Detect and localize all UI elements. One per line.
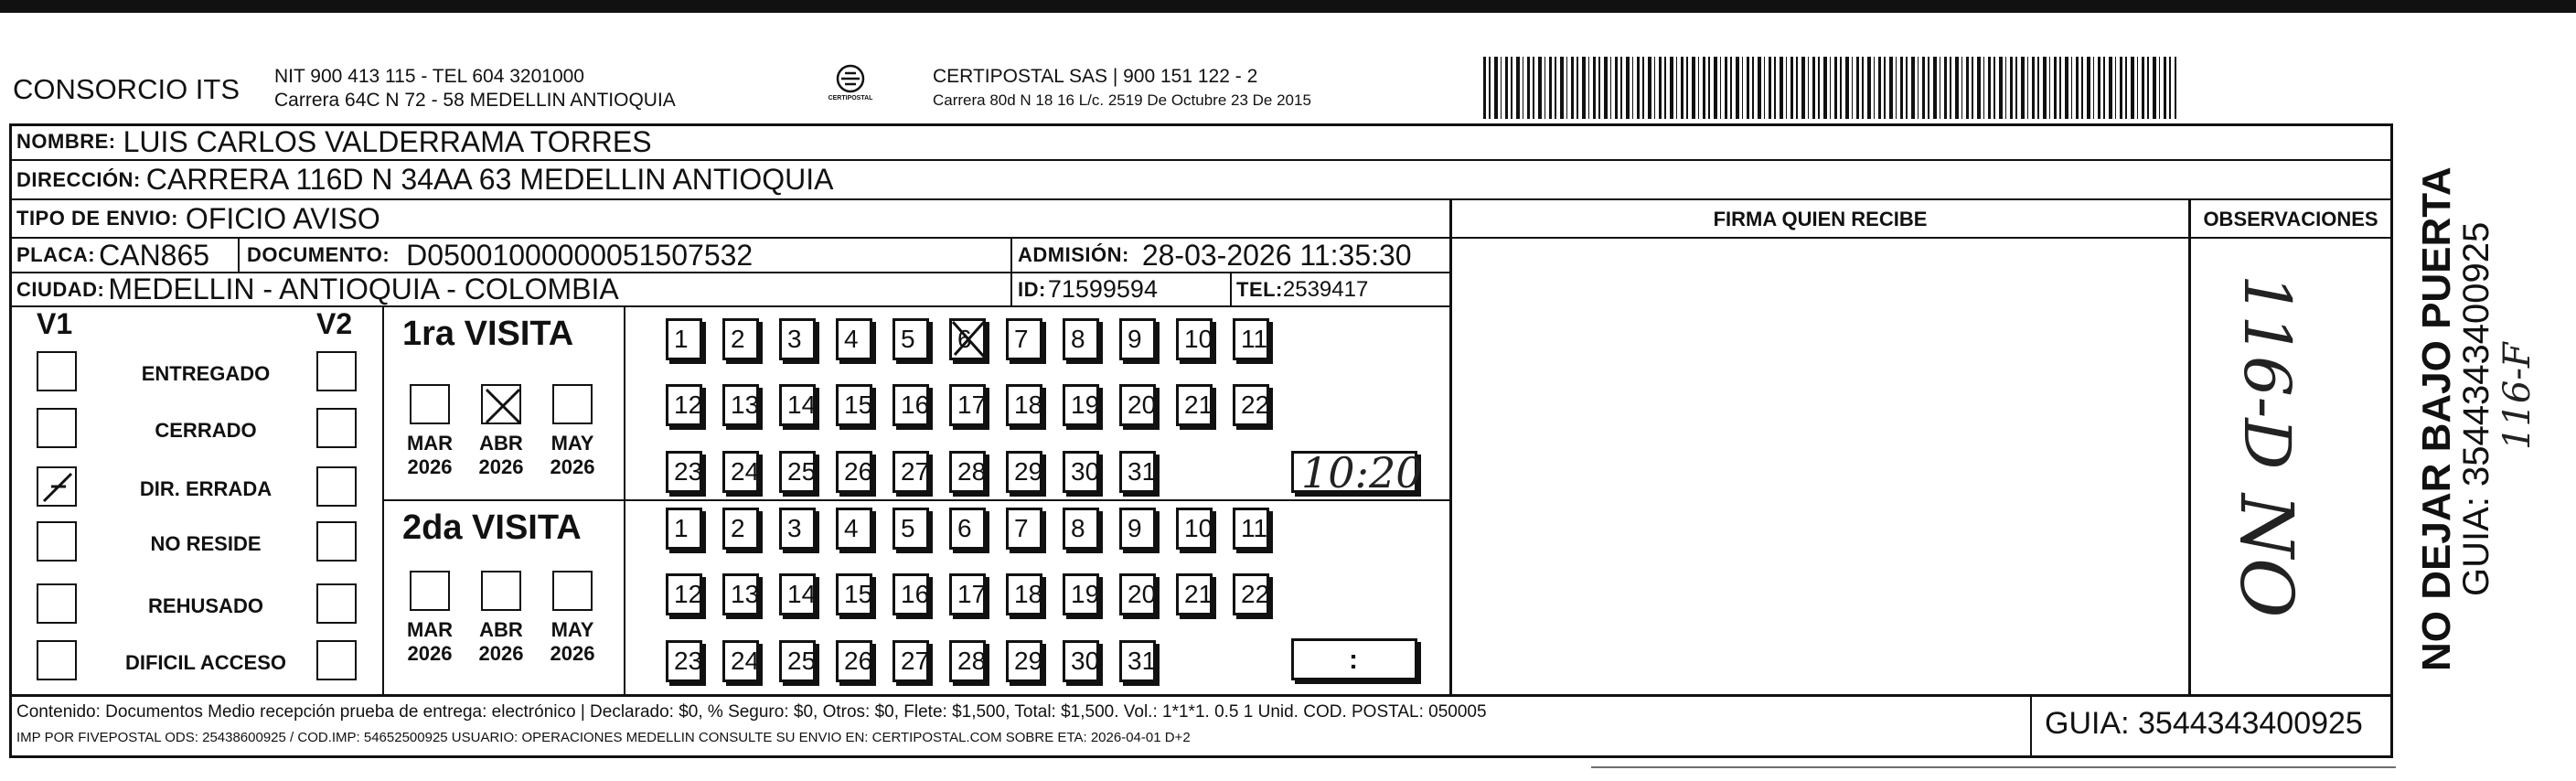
day-box-first-3[interactable] — [779, 318, 816, 360]
status-label-0: ENTREGADO — [141, 362, 271, 385]
day-box-first-15[interactable] — [836, 384, 872, 426]
day-box-first-16[interactable] — [893, 384, 929, 426]
id-value: 71599594 — [1047, 275, 1158, 303]
documento-label: DOCUMENTO: — [247, 243, 390, 266]
day-number: 12 — [674, 580, 703, 608]
month-label-first-abr — [474, 432, 529, 479]
day-number: 17 — [957, 580, 987, 608]
day-number: 26 — [844, 647, 873, 675]
day-number: 11 — [1241, 514, 1268, 542]
day-box-first-10[interactable] — [1176, 318, 1213, 360]
day-box-second-1[interactable] — [666, 508, 702, 550]
ciudad-label: CIUDAD: — [16, 277, 105, 301]
month-label-second-abr — [474, 618, 529, 666]
certipostal-logo — [814, 62, 887, 108]
certipostal-info-line1: CERTIPOSTAL SAS | 900 151 122 - 2 — [933, 66, 1258, 87]
day-box-first-21[interactable] — [1176, 384, 1213, 426]
v1-checkbox-0[interactable] — [37, 351, 77, 391]
footer-line1: Contenido: Documentos Medio recepción prueba de entrega: electrónico | Declarado: $0, % Seguro: $0, Otros: $0, Flete: $1,500, Total: $1,500. Vol.: 1*1*1. 0.5 1 Unid. COD. POSTAL: 050005 — [16, 702, 1487, 722]
day-number: 27 — [901, 647, 930, 675]
day-number: 25 — [787, 647, 817, 675]
day-box-first-22[interactable] — [1233, 384, 1269, 426]
day-number: 14 — [787, 580, 817, 608]
day-number: 4 — [844, 325, 859, 353]
ciudad-value: MEDELLIN - ANTIOQUIA - COLOMBIA — [108, 273, 619, 305]
month-label-second-mar — [402, 618, 457, 666]
day-box-first-11[interactable] — [1233, 318, 1269, 360]
day-box-first-17[interactable] — [949, 384, 986, 426]
day-number: 20 — [1128, 580, 1157, 608]
ciudad-cell — [16, 273, 619, 305]
day-box-first-5[interactable] — [893, 318, 929, 360]
tipo-value: OFICIO AVISO — [185, 201, 380, 235]
side-hand-note: 116-F — [2496, 342, 2539, 450]
day-number: 31 — [1128, 457, 1157, 486]
day-box-second-19[interactable] — [1063, 573, 1099, 615]
tel-value: 2539417 — [1282, 276, 1369, 302]
day-number: 12 — [674, 390, 703, 419]
day-box-second-8[interactable] — [1063, 508, 1099, 550]
month-checkbox-first-mar[interactable] — [410, 384, 450, 424]
day-box-second-30[interactable] — [1063, 640, 1099, 682]
certipostal-info-line2: Carrera 80d N 18 16 L/c. 2519 De Octubre 23 De 2015 — [933, 91, 1311, 109]
day-box-first-12[interactable] — [666, 384, 702, 426]
day-box-first-14[interactable] — [779, 384, 816, 426]
day-number: 7 — [1014, 325, 1029, 353]
documento-value: D05001000000051507532 — [406, 238, 754, 272]
day-number: 10 — [1184, 514, 1213, 542]
day-number: 2 — [731, 514, 745, 542]
status-label-1: CERRADO — [155, 419, 257, 442]
nombre-label: NOMBRE: — [16, 130, 116, 153]
day-box-second-11[interactable] — [1233, 508, 1269, 550]
month-checkbox-first-abr[interactable] — [481, 384, 521, 424]
day-number: 1 — [674, 325, 689, 353]
direccion-label: DIRECCIÓN: — [16, 167, 141, 191]
month-year: 2026 — [550, 455, 595, 478]
day-box-first-1[interactable] — [666, 318, 702, 360]
day-number: 16 — [901, 580, 930, 608]
observaciones-handwriting-2: NO — [2224, 494, 2309, 618]
month-name: ABR — [479, 432, 523, 455]
day-number: 22 — [1241, 390, 1270, 419]
day-box-second-4[interactable] — [836, 508, 872, 550]
month-label-first-may — [545, 432, 600, 479]
footer-guia: GUIA: 3544343400925 — [2045, 706, 2363, 741]
day-box-first-29[interactable] — [1006, 451, 1042, 493]
day-box-first-27[interactable] — [893, 451, 929, 493]
company-name: CONSORCIO ITS — [13, 73, 240, 105]
month-checkbox-second-abr[interactable] — [481, 571, 521, 611]
day-number: 24 — [731, 457, 760, 486]
status-label-3: NO RESIDE — [150, 532, 262, 555]
day-selected-mark — [949, 318, 988, 370]
barcode — [1483, 57, 2176, 119]
day-box-second-2[interactable] — [722, 508, 759, 550]
day-box-first-19[interactable] — [1063, 384, 1099, 426]
placa-cell — [16, 239, 209, 272]
side-title: NO DEJAR BAJO PUERTA — [2414, 166, 2459, 671]
v1-checkbox-5[interactable] — [37, 640, 77, 680]
day-box-first-18[interactable] — [1006, 384, 1042, 426]
direccion-row — [16, 161, 833, 198]
month-year: 2026 — [407, 642, 453, 665]
day-number: 26 — [844, 457, 873, 486]
day-number: 16 — [901, 390, 930, 419]
day-number: 21 — [1184, 390, 1213, 419]
day-box-second-17[interactable] — [949, 573, 986, 615]
day-box-first-9[interactable] — [1119, 318, 1156, 360]
day-box-second-21[interactable] — [1176, 573, 1213, 615]
day-number: 29 — [1014, 457, 1043, 486]
first-visit-title: 1ra VISITA — [402, 315, 574, 353]
day-number: 15 — [844, 390, 873, 419]
day-number: 22 — [1241, 580, 1270, 608]
day-box-second-15[interactable] — [836, 573, 872, 615]
day-box-first-2[interactable] — [722, 318, 759, 360]
id-label: ID: — [1018, 277, 1046, 301]
day-box-second-22[interactable] — [1233, 573, 1269, 615]
v1-checkbox-4[interactable] — [37, 583, 77, 624]
documento-cell — [247, 239, 753, 272]
day-number: 8 — [1071, 325, 1085, 353]
day-number: 9 — [1128, 325, 1142, 353]
first-visit-time: 10:20 — [1301, 448, 1423, 497]
day-number: 18 — [1014, 580, 1043, 608]
day-box-first-13[interactable] — [722, 384, 759, 426]
side-guia: GUIA: 3544343400925 — [2456, 221, 2496, 596]
day-box-first-30[interactable] — [1063, 451, 1099, 493]
day-number: 4 — [844, 514, 859, 542]
company-info-line1: NIT 900 413 115 - TEL 604 3201000 — [274, 66, 584, 87]
day-number: 14 — [787, 390, 817, 419]
day-box-first-23[interactable] — [666, 451, 702, 493]
day-box-first-24[interactable] — [722, 451, 759, 493]
day-box-second-20[interactable] — [1119, 573, 1156, 615]
day-number: 8 — [1071, 514, 1085, 542]
day-number: 29 — [1014, 647, 1043, 675]
day-number: 11 — [1241, 325, 1268, 353]
month-name: ABR — [479, 618, 523, 641]
day-box-second-5[interactable] — [893, 508, 929, 550]
admision-cell — [1018, 239, 1412, 272]
day-number: 3 — [787, 514, 802, 542]
day-box-second-29[interactable] — [1006, 640, 1042, 682]
day-box-second-9[interactable] — [1119, 508, 1156, 550]
day-number: 2 — [731, 325, 745, 353]
id-cell — [1018, 273, 1158, 305]
day-box-second-3[interactable] — [779, 508, 816, 550]
day-box-second-27[interactable] — [893, 640, 929, 682]
month-year: 2026 — [407, 455, 453, 478]
observaciones-label: OBSERVACIONES — [2203, 208, 2378, 230]
second-visit-time: : — [1349, 645, 1358, 675]
day-number: 28 — [957, 457, 987, 486]
month-year: 2026 — [550, 642, 595, 665]
day-box-second-28[interactable] — [949, 640, 986, 682]
month-year: 2026 — [478, 455, 524, 478]
day-box-second-24[interactable] — [722, 640, 759, 682]
day-number: 5 — [901, 514, 915, 542]
day-box-second-18[interactable] — [1006, 573, 1042, 615]
admision-label: ADMISIÓN: — [1018, 243, 1129, 266]
admision-value: 28-03-2026 11:35:30 — [1141, 238, 1412, 272]
day-number: 23 — [674, 457, 703, 486]
month-checkbox-second-mar[interactable] — [410, 571, 450, 611]
v1-checkbox-2[interactable] — [37, 466, 77, 507]
month-label-first-mar — [402, 432, 457, 479]
month-name: MAY — [550, 618, 594, 641]
day-box-first-7[interactable] — [1006, 318, 1042, 360]
placa-value: CAN865 — [99, 238, 210, 272]
v2-checkbox-0[interactable] — [316, 351, 357, 391]
day-box-second-26[interactable] — [836, 640, 872, 682]
day-number: 9 — [1128, 514, 1142, 542]
month-checkbox-second-may[interactable] — [552, 571, 593, 611]
footer-line2: IMP POR FIVEPOSTAL ODS: 25438600925 / COD.IMP: 54652500925 USUARIO: OPERACIONES MEDELLIN CONSULTE SU ENVIO EN: CERTIPOSTAL.COM SOBRE ETA: 2026-04-01 D+2 — [16, 730, 1191, 745]
v1-checkbox-1[interactable] — [37, 408, 77, 448]
day-number: 23 — [674, 647, 703, 675]
day-number: 6 — [957, 514, 972, 542]
day-box-first-26[interactable] — [836, 451, 872, 493]
status-label-5: DIFICIL ACCESO — [124, 651, 286, 674]
day-number: 6 — [957, 325, 972, 353]
direccion-value: CARRERA 116D N 34AA 63 MEDELLIN ANTIOQUIA — [145, 163, 834, 196]
day-number: 10 — [1184, 325, 1213, 353]
day-box-second-31[interactable] — [1119, 640, 1156, 682]
v2-checkbox-3[interactable] — [316, 521, 357, 562]
day-number: 27 — [901, 457, 930, 486]
day-number: 18 — [1014, 390, 1043, 419]
day-number: 3 — [787, 325, 802, 353]
month-label-second-may — [545, 618, 600, 666]
second-visit-time-box[interactable] — [1291, 638, 1417, 680]
month-name: MAR — [406, 618, 454, 641]
logo-text: CERTIPOSTAL — [828, 95, 873, 102]
day-box-first-25[interactable] — [779, 451, 816, 493]
day-number: 31 — [1128, 647, 1157, 675]
nombre-row — [16, 124, 652, 159]
month-name: MAR — [406, 432, 454, 455]
day-box-second-14[interactable] — [779, 573, 816, 615]
day-number: 20 — [1128, 390, 1157, 419]
day-number: 24 — [731, 647, 760, 675]
day-number: 13 — [731, 390, 760, 419]
company-info-line2: Carrera 64C N 72 - 58 MEDELLIN ANTIOQUIA — [274, 90, 676, 111]
tipo-label: TIPO DE ENVIO: — [16, 207, 178, 230]
v1-label: V1 — [37, 307, 73, 340]
day-box-first-28[interactable] — [949, 451, 986, 493]
day-box-second-12[interactable] — [666, 573, 702, 615]
day-box-first-6[interactable] — [949, 318, 986, 360]
tel-cell — [1236, 273, 1368, 305]
status-label-2: DIR. ERRADA — [139, 477, 273, 500]
month-year: 2026 — [478, 642, 524, 665]
day-number: 5 — [901, 325, 915, 353]
day-box-second-10[interactable] — [1176, 508, 1213, 550]
day-box-first-4[interactable] — [836, 318, 872, 360]
v2-checkbox-1[interactable] — [316, 408, 357, 448]
tel-label: TEL: — [1236, 277, 1283, 301]
first-visit-time-box[interactable] — [1291, 448, 1423, 497]
firma-label: FIRMA QUIEN RECIBE — [1713, 208, 1928, 230]
day-number: 21 — [1184, 580, 1213, 608]
day-number: 7 — [1014, 514, 1029, 542]
day-box-second-23[interactable] — [666, 640, 702, 682]
day-box-second-7[interactable] — [1006, 508, 1042, 550]
day-number: 28 — [957, 647, 987, 675]
day-box-second-6[interactable] — [949, 508, 986, 550]
v2-checkbox-2[interactable] — [316, 466, 357, 507]
day-number: 30 — [1071, 647, 1100, 675]
day-box-first-8[interactable] — [1063, 318, 1099, 360]
day-box-second-13[interactable] — [722, 573, 759, 615]
day-number: 30 — [1071, 457, 1100, 486]
day-box-second-25[interactable] — [779, 640, 816, 682]
day-number: 13 — [731, 580, 760, 608]
day-number: 19 — [1071, 580, 1100, 608]
status-label-4: REHUSADO — [148, 594, 263, 617]
day-number: 1 — [674, 514, 689, 542]
v2-checkbox-4[interactable] — [316, 583, 357, 624]
day-number: 19 — [1071, 390, 1100, 419]
observaciones-handwriting-1: 116-D — [2229, 274, 2304, 470]
nombre-value: LUIS CARLOS VALDERRAMA TORRES — [123, 124, 652, 158]
day-number: 17 — [957, 390, 987, 419]
day-box-first-31[interactable] — [1119, 451, 1156, 493]
tipo-row — [16, 200, 380, 237]
v2-checkbox-5[interactable] — [316, 640, 357, 680]
v1-checkbox-3[interactable] — [37, 521, 77, 562]
month-name: MAY — [550, 432, 594, 455]
placa-label: PLACA: — [16, 243, 96, 266]
day-box-first-20[interactable] — [1119, 384, 1156, 426]
top-edge-bar — [0, 0, 2576, 13]
day-box-second-16[interactable] — [893, 573, 929, 615]
v2-label: V2 — [316, 307, 353, 340]
second-visit-title: 2da VISITA — [402, 508, 582, 547]
day-number: 15 — [844, 580, 873, 608]
day-number: 25 — [787, 457, 817, 486]
month-checkbox-first-may[interactable] — [552, 384, 593, 424]
